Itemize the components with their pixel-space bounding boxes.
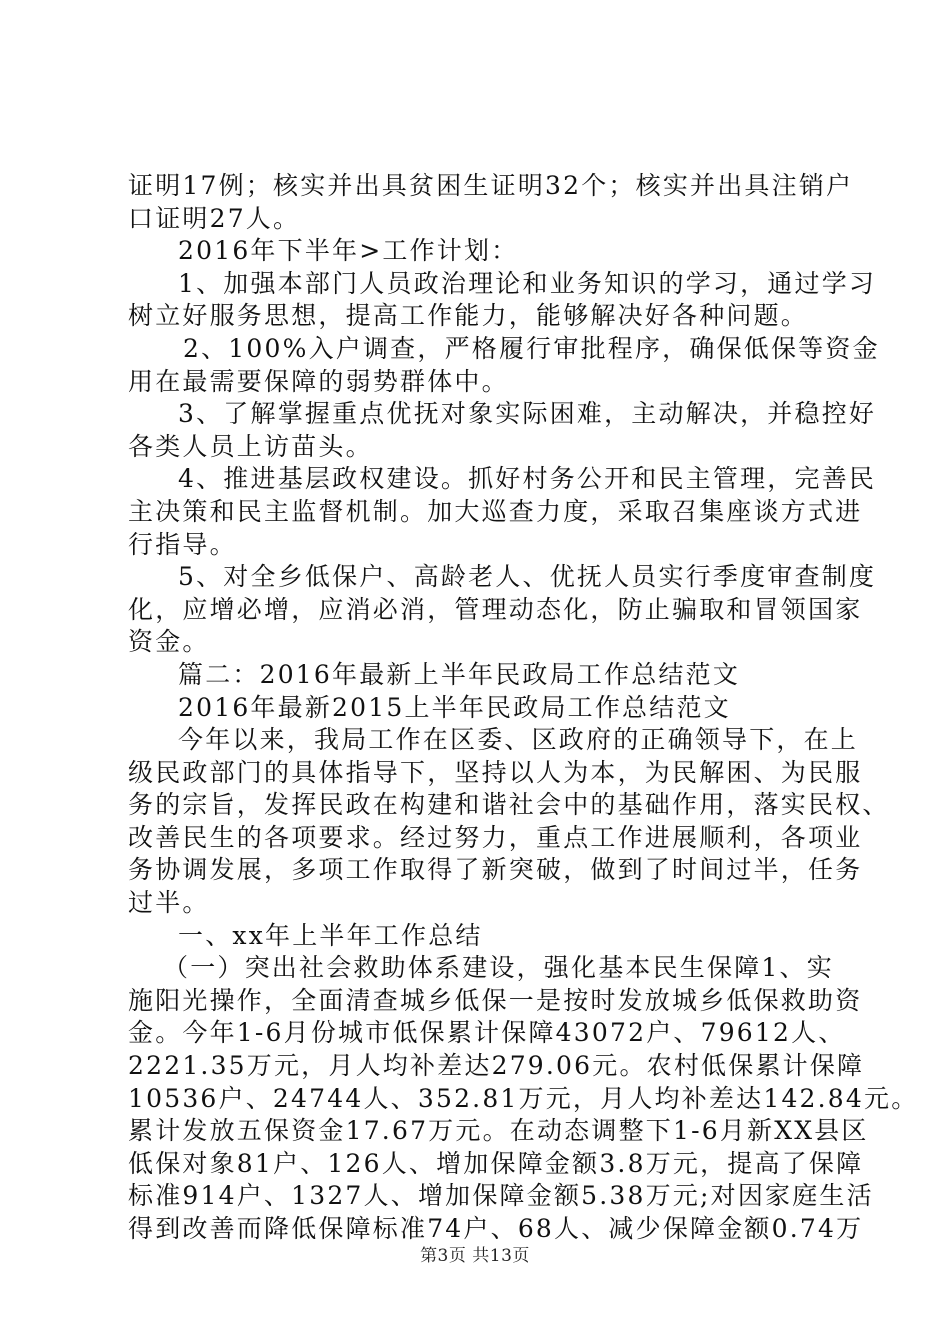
text-line: 金。今年1-6月份城市低保累计保障43072户、79612人、 bbox=[128, 1018, 846, 1048]
text-line: 化，应增必增，应消必消，管理动态化，防止骗取和冒领国家 bbox=[128, 594, 863, 624]
text-line: 一、xx年上半年工作总结 bbox=[178, 920, 483, 950]
page-footer: 第3页 共13页 bbox=[420, 1246, 530, 1266]
text-line: 改善民生的各项要求。经过努力，重点工作进展顺利，各项业 bbox=[128, 822, 863, 852]
text-line: 2、100%入户调查，严格履行审批程序，确保低保等资金 bbox=[183, 333, 880, 363]
text-line: 2221.35万元，月人均补差达279.06元。农村低保累计保障 bbox=[128, 1051, 865, 1081]
text-line: 口证明27人。 bbox=[128, 203, 301, 233]
text-line: 各类人员上访苗头。 bbox=[128, 431, 373, 461]
text-line: 得到改善而降低保障标准74户、68人、减少保障金额0.74万 bbox=[128, 1214, 864, 1243]
text-line: 资金。 bbox=[128, 627, 210, 657]
text-line: 3、了解掌握重点优抚对象实际困难，主动解决，并稳控好 bbox=[178, 399, 877, 429]
text-line: 过半。 bbox=[128, 888, 210, 918]
text-line: 务的宗旨，发挥民政在构建和谐社会中的基础作用，落实民权、 bbox=[128, 790, 890, 820]
text-line: 级民政部门的具体指导下，坚持以人为本，为民解困、为民服 bbox=[128, 757, 863, 787]
document-body bbox=[128, 170, 919, 1246]
text-line: 篇二：2016年最新上半年民政局工作总结范文 bbox=[178, 659, 741, 689]
text-line: 10536户、24744人、352.81万元，月人均补差达142.84元。 bbox=[128, 1083, 919, 1113]
text-line: 5、对全乡低保户、高龄老人、优抚人员实行季度审查制度 bbox=[178, 562, 877, 592]
text-line: 累计发放五保资金17.67万元。在动态调整下1-6月新XX县区 bbox=[128, 1116, 869, 1146]
text-line: 务协调发展，多项工作取得了新突破，做到了时间过半，任务 bbox=[128, 855, 863, 885]
text-line: 用在最需要保障的弱势群体中。 bbox=[128, 366, 509, 396]
text-line: （一）突出社会救助体系建设，强化基本民生保障1、实 bbox=[163, 953, 834, 983]
text-line: 2016年下半年>工作计划： bbox=[178, 236, 519, 266]
text-line: 标准914户、1327人、增加保障金额5.38万元;对因家庭生活 bbox=[128, 1181, 874, 1211]
text-line: 主决策和民主监督机制。加大巡查力度，采取召集座谈方式进 bbox=[128, 496, 863, 526]
text-line: 行指导。 bbox=[128, 529, 237, 559]
text-line: 证明17例；核实并出具贫困生证明32个；核实并出具注销户 bbox=[128, 171, 854, 200]
text-line: 1、加强本部门人员政治理论和业务知识的学习，通过学习 bbox=[178, 268, 877, 298]
text-line: 低保对象81户、126人、增加保障金额3.8万元，提高了保障 bbox=[128, 1148, 864, 1178]
text-line: 4、推进基层政权建设。抓好村务公开和民主管理，完善民 bbox=[178, 464, 877, 494]
text-line: 树立好服务思想，提高工作能力，能够解决好各种问题。 bbox=[128, 301, 809, 331]
text-line: 施阳光操作，全面清查城乡低保一是按时发放城乡低保救助资 bbox=[128, 985, 863, 1015]
text-line: 今年以来，我局工作在区委、区政府的正确领导下，在上 bbox=[178, 725, 859, 755]
text-line: 2016年最新2015上半年民政局工作总结范文 bbox=[178, 692, 731, 722]
